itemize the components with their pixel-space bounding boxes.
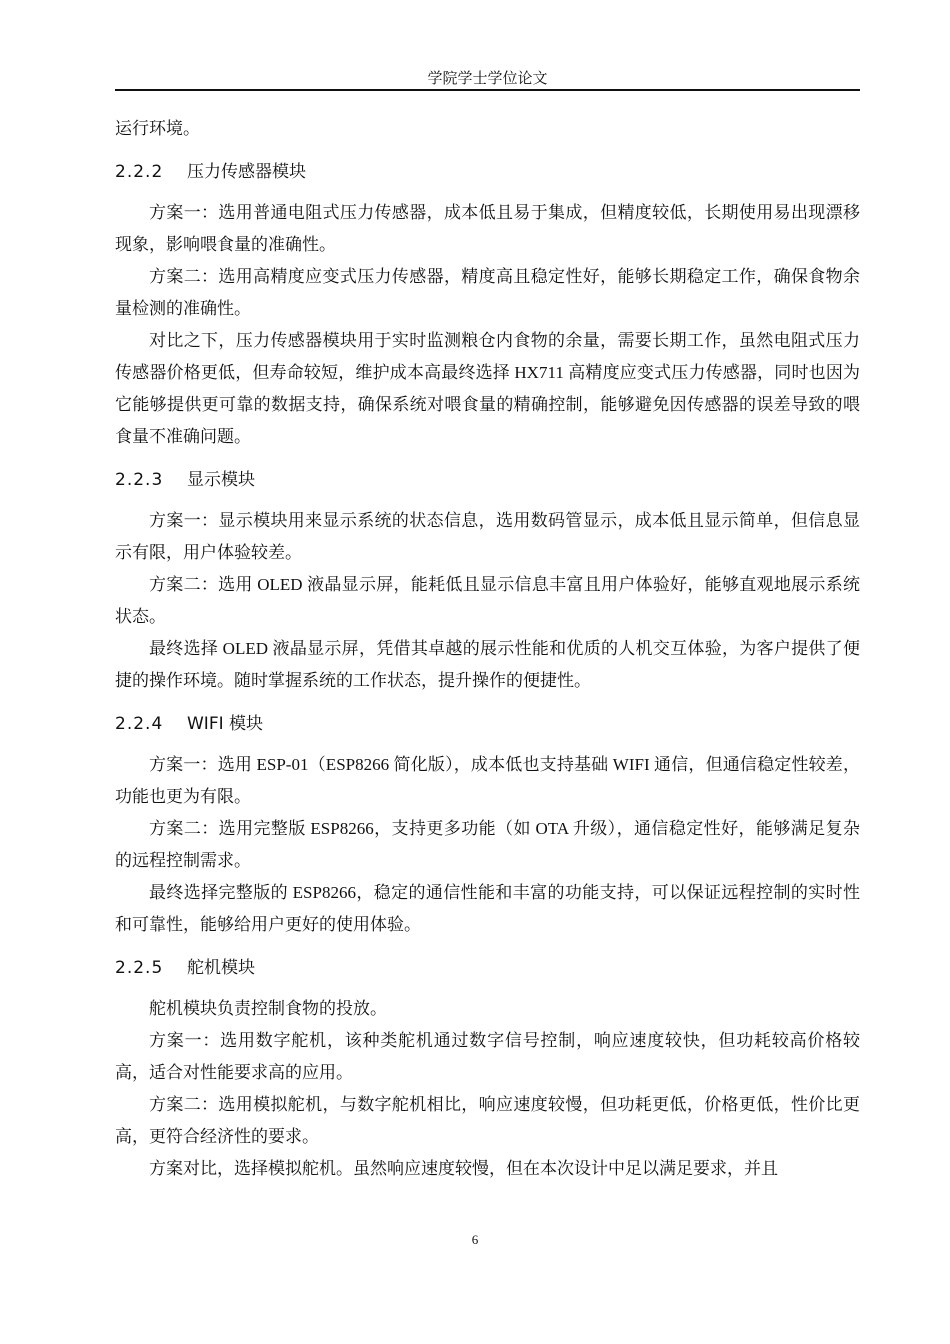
paragraph: 方案二：选用模拟舵机，与数字舵机相比，响应速度较慢，但功耗更低，价格更低，性价比更高，更符合经济性的要求。 bbox=[115, 1095, 860, 1146]
section-number: 2.2.5 bbox=[115, 958, 164, 978]
section-heading-2-2-2 bbox=[115, 157, 860, 187]
section-title: 显示模块 bbox=[187, 470, 255, 490]
section-number: 2.2.2 bbox=[115, 162, 164, 182]
section-heading-2-2-5 bbox=[115, 953, 860, 983]
paragraph: 对比之下，压力传感器模块用于实时监测粮仓内食物的余量，需要长期工作，虽然电阻式压力传感器价格更低，但寿命较短，维护成本高最终选择 HX711 高精度应变式压力传感器，同时也因为它能够提供更可靠的数据支持，确保系统对喂食量的精确控制，能够避免因传感器的误差导致的喂食量不准确问题。 bbox=[115, 331, 860, 446]
paragraph: 舵机模块负责控制食物的投放。 bbox=[149, 999, 387, 1018]
page-number: 6 bbox=[471, 1232, 479, 1247]
paragraph: 方案二：选用 OLED 液晶显示屏，能耗低且显示信息丰富且用户体验好，能够直观地展示系统状态。 bbox=[115, 575, 860, 626]
section-heading-2-2-4 bbox=[115, 709, 860, 739]
section-title: WIFI 模块 bbox=[187, 714, 264, 734]
paragraph: 最终选择完整版的 ESP8266，稳定的通信性能和丰富的功能支持，可以保证远程控制的实时性和可靠性，能够给用户更好的使用体验。 bbox=[115, 883, 860, 934]
intro-paragraph: 运行环境。 bbox=[115, 119, 200, 138]
section-title: 压力传感器模块 bbox=[187, 162, 306, 182]
paragraph: 最终选择 OLED 液晶显示屏，凭借其卓越的展示性能和优质的人机交互体验，为客户提供了便捷的操作环境。随时掌握系统的工作状态，提升操作的便捷性。 bbox=[115, 639, 860, 690]
section-heading-2-2-3 bbox=[115, 465, 860, 495]
section-number: 2.2.3 bbox=[115, 470, 164, 490]
paragraph: 方案一：选用数字舵机，该种类舵机通过数字信号控制，响应速度较快，但功耗较高价格较高，适合对性能要求高的应用。 bbox=[115, 1031, 860, 1082]
paragraph: 方案二：选用高精度应变式压力传感器，精度高且稳定性好，能够长期稳定工作，确保食物余量检测的准确性。 bbox=[115, 267, 860, 318]
paragraph: 方案一：选用 ESP-01（ESP8266 简化版），成本低也支持基础 WIFI 通信，但通信稳定性较差，功能也更为有限。 bbox=[115, 755, 860, 806]
paragraph: 方案对比，选择模拟舵机。虽然响应速度较慢，但在本次设计中足以满足要求，并且 bbox=[149, 1159, 778, 1178]
section-title: 舵机模块 bbox=[187, 958, 255, 978]
paragraph: 方案二：选用完整版 ESP8266，支持更多功能（如 OTA 升级），通信稳定性好，能够满足复杂的远程控制需求。 bbox=[115, 819, 860, 870]
paragraph: 方案一：选用普通电阻式压力传感器，成本低且易于集成，但精度较低，长期使用易出现漂移现象，影响喂食量的准确性。 bbox=[115, 203, 860, 254]
paragraph: 方案一：显示模块用来显示系统的状态信息，选用数码管显示，成本低且显示简单，但信息显示有限，用户体验较差。 bbox=[115, 511, 860, 562]
header-divider bbox=[115, 89, 860, 91]
body-text bbox=[115, 113, 860, 1185]
section-number: 2.2.4 bbox=[115, 714, 164, 734]
running-header: 学院学士学位论文 bbox=[427, 71, 548, 87]
